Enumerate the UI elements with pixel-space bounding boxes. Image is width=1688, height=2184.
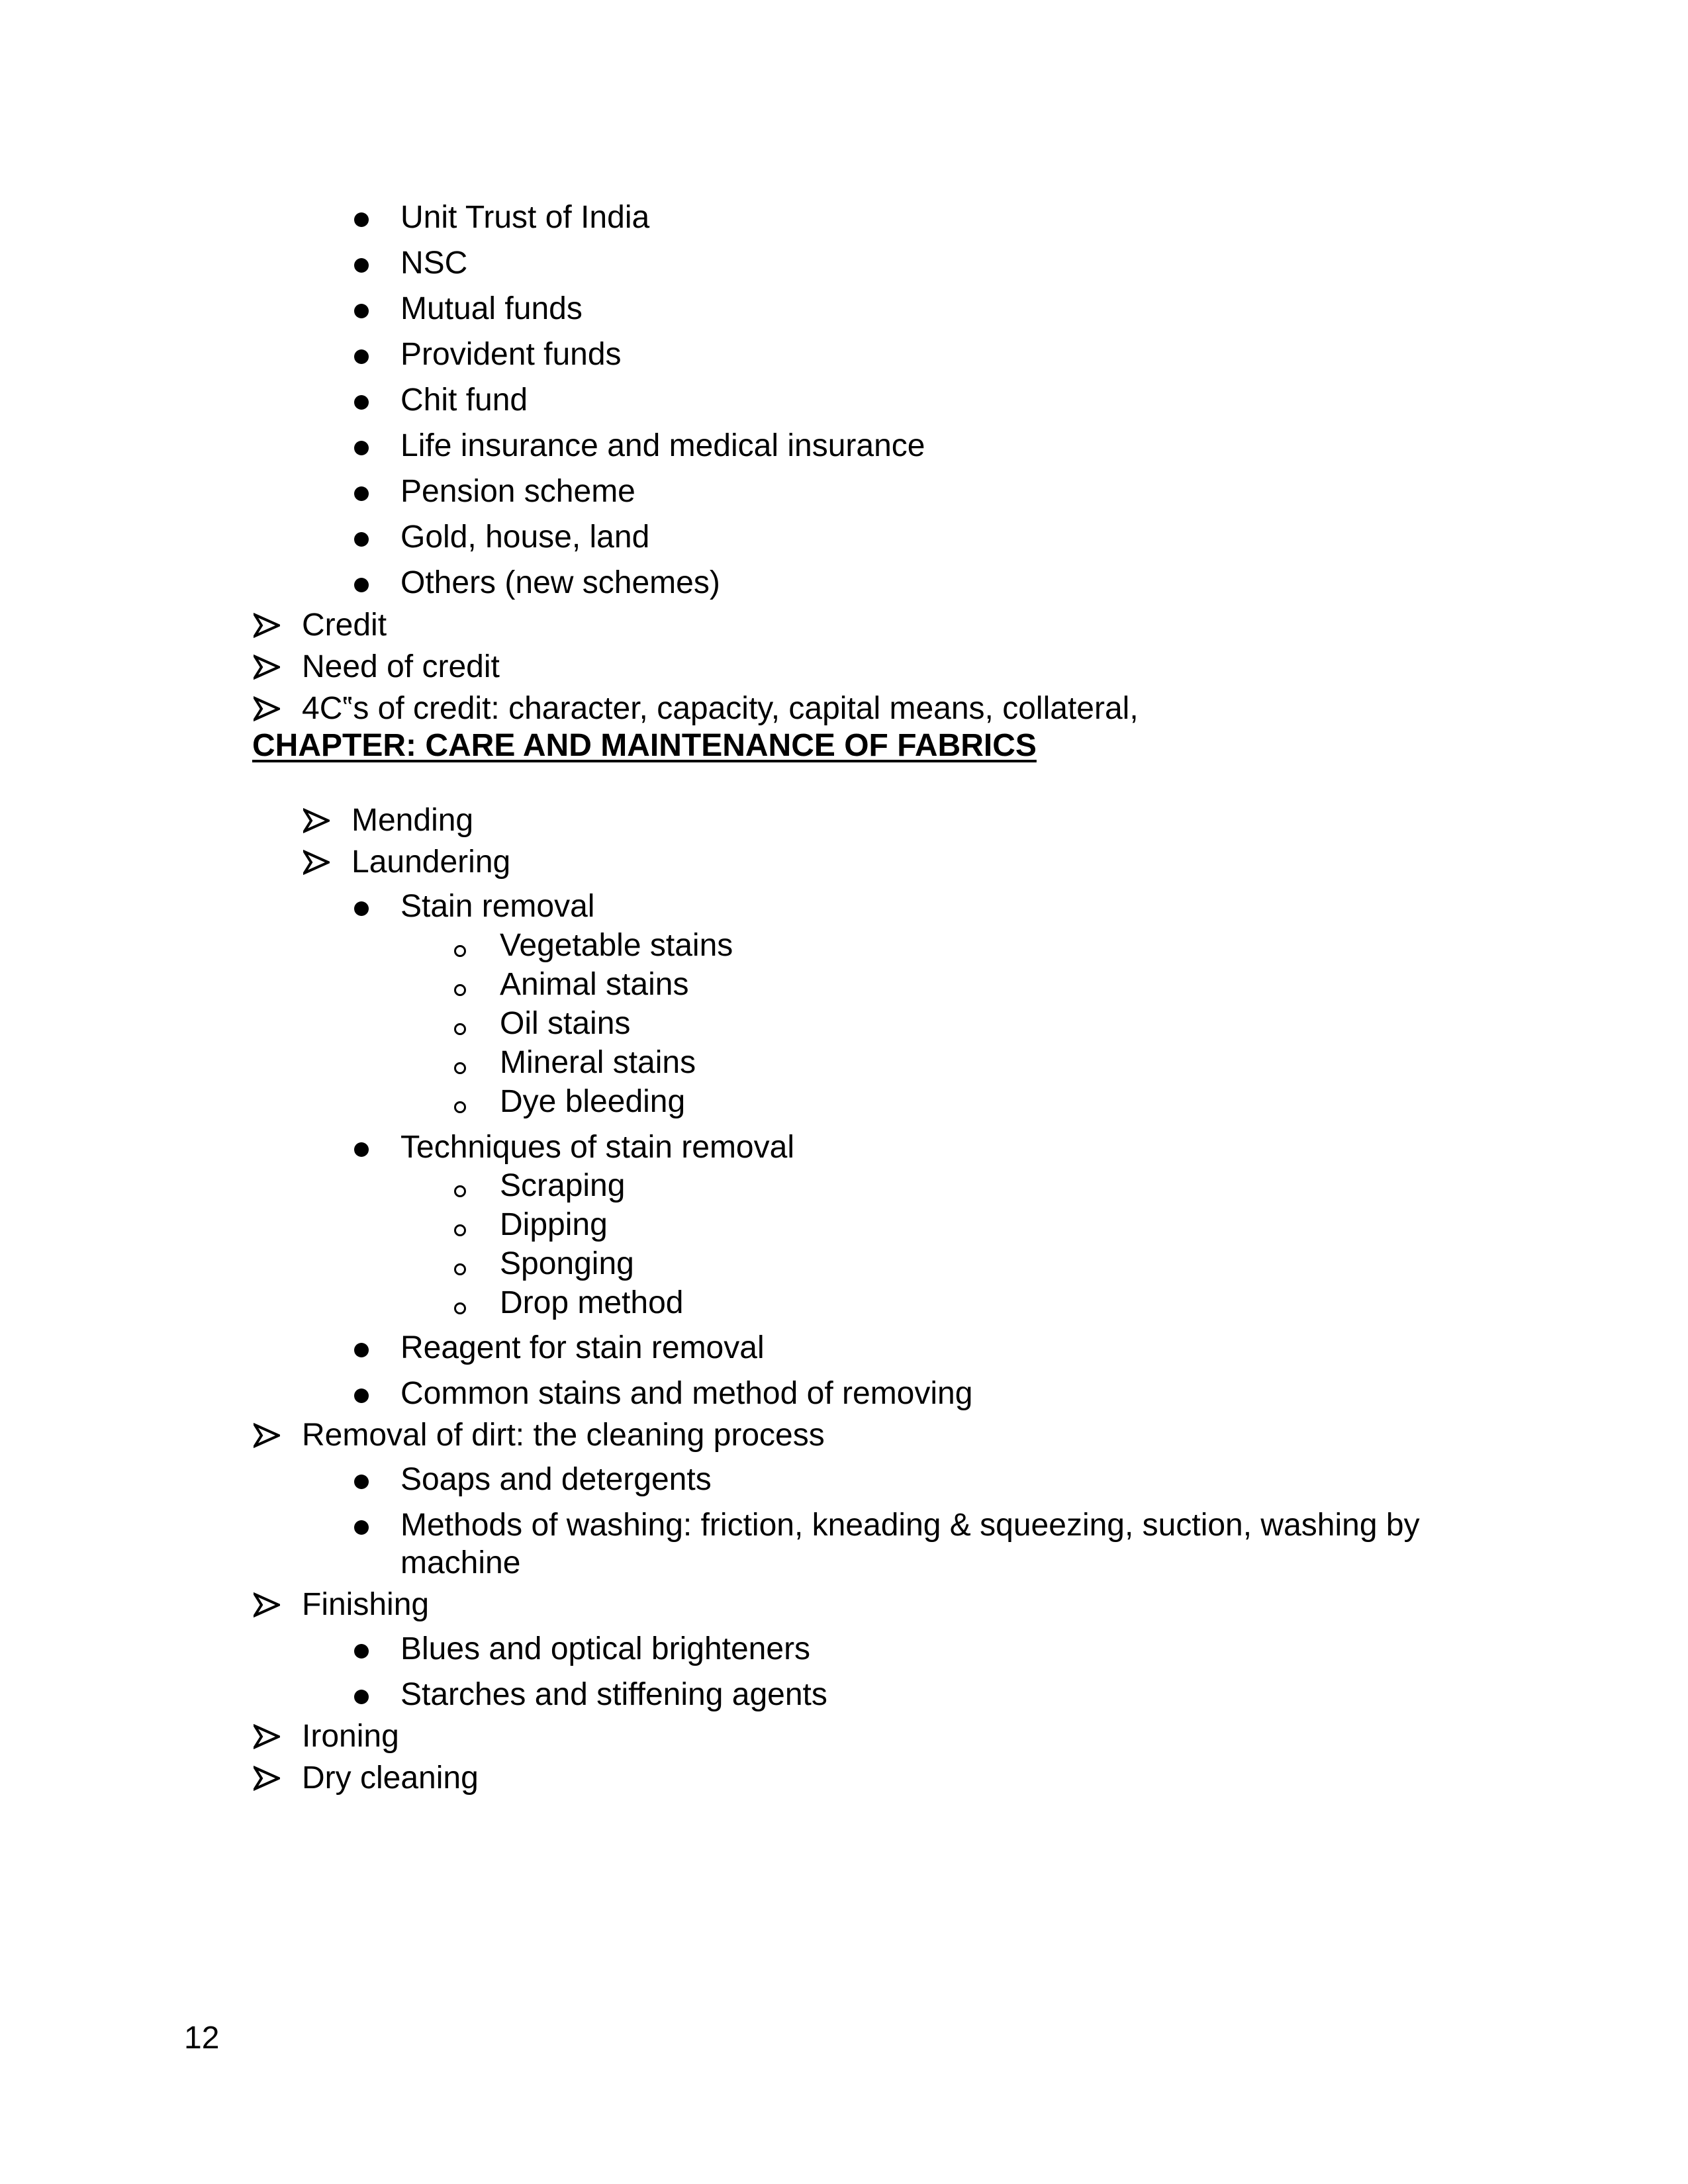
bullet-icon bbox=[354, 349, 369, 364]
bullet-icon bbox=[354, 441, 369, 455]
bullet-icon bbox=[354, 1520, 369, 1535]
list-item: Finishing bbox=[302, 1587, 430, 1622]
list-item: Reagent for stain removal bbox=[400, 1330, 765, 1365]
list-item: Techniques of stain removal bbox=[400, 1130, 794, 1165]
list-item-continuation: machine bbox=[400, 1545, 521, 1580]
bullet-icon bbox=[354, 1690, 369, 1704]
arrow-bullet-icon bbox=[303, 849, 330, 876]
list-item: 4C‟s of credit: character, capacity, capital means, collateral, bbox=[302, 691, 1139, 726]
list-item: Starches and stiffening agents bbox=[400, 1677, 827, 1712]
list-item: Methods of washing: friction, kneading & squeezing, suction, washing by bbox=[400, 1508, 1420, 1543]
bullet-icon bbox=[354, 1142, 369, 1157]
list-item: Sponging bbox=[500, 1246, 634, 1281]
list-item: Provident funds bbox=[400, 337, 622, 372]
list-item: Dye bleeding bbox=[500, 1084, 686, 1119]
circle-bullet-icon bbox=[454, 1263, 466, 1275]
list-item: Laundering bbox=[352, 844, 511, 880]
list-item: Life insurance and medical insurance bbox=[400, 428, 925, 463]
chapter-heading: CHAPTER: CARE AND MAINTENANCE OF FABRICS bbox=[252, 728, 1037, 763]
list-item: Pension scheme bbox=[400, 474, 635, 509]
list-item: Animal stains bbox=[500, 967, 689, 1002]
bullet-icon bbox=[354, 1343, 369, 1357]
circle-bullet-icon bbox=[454, 1062, 466, 1074]
list-item: Common stains and method of removing bbox=[400, 1376, 973, 1411]
list-item: Dipping bbox=[500, 1207, 608, 1242]
circle-bullet-icon bbox=[454, 1302, 466, 1314]
arrow-bullet-icon bbox=[254, 1422, 280, 1449]
arrow-bullet-icon bbox=[254, 654, 280, 680]
list-item: Chit fund bbox=[400, 383, 528, 418]
list-item: Others (new schemes) bbox=[400, 565, 720, 600]
list-item: Unit Trust of India bbox=[400, 200, 650, 235]
bullet-icon bbox=[354, 1388, 369, 1403]
list-item: Need of credit bbox=[302, 649, 500, 684]
bullet-icon bbox=[354, 1475, 369, 1489]
list-item: Scraping bbox=[500, 1168, 626, 1203]
circle-bullet-icon bbox=[454, 1224, 466, 1236]
list-item: Vegetable stains bbox=[500, 928, 733, 963]
bullet-icon bbox=[354, 486, 369, 501]
circle-bullet-icon bbox=[454, 1023, 466, 1035]
list-item: Gold, house, land bbox=[400, 520, 650, 555]
circle-bullet-icon bbox=[454, 945, 466, 957]
arrow-bullet-icon bbox=[254, 696, 280, 722]
bullet-icon bbox=[354, 258, 369, 273]
arrow-bullet-icon bbox=[303, 807, 330, 834]
list-item: Mineral stains bbox=[500, 1045, 696, 1080]
bullet-icon bbox=[354, 395, 369, 410]
arrow-bullet-icon bbox=[254, 1592, 280, 1618]
list-item: NSC bbox=[400, 246, 468, 281]
list-item: Blues and optical brighteners bbox=[400, 1631, 811, 1666]
page-number: 12 bbox=[184, 2021, 220, 2056]
bullet-icon bbox=[354, 901, 369, 916]
list-item: Mutual funds bbox=[400, 291, 583, 326]
circle-bullet-icon bbox=[454, 984, 466, 996]
arrow-bullet-icon bbox=[254, 1765, 280, 1792]
arrow-bullet-icon bbox=[254, 612, 280, 639]
list-item: Ironing bbox=[302, 1719, 399, 1754]
circle-bullet-icon bbox=[454, 1101, 466, 1113]
bullet-icon bbox=[354, 1644, 369, 1659]
list-item: Dry cleaning bbox=[302, 1760, 479, 1796]
bullet-icon bbox=[354, 212, 369, 227]
arrow-bullet-icon bbox=[254, 1723, 280, 1750]
bullet-icon bbox=[354, 578, 369, 592]
list-item: Drop method bbox=[500, 1285, 684, 1320]
list-item: Oil stains bbox=[500, 1006, 631, 1041]
bullet-icon bbox=[354, 304, 369, 318]
circle-bullet-icon bbox=[454, 1185, 466, 1197]
list-item: Removal of dirt: the cleaning process bbox=[302, 1418, 825, 1453]
list-item: Credit bbox=[302, 608, 387, 643]
list-item: Mending bbox=[352, 803, 474, 838]
bullet-icon bbox=[354, 532, 369, 547]
list-item: Soaps and detergents bbox=[400, 1462, 712, 1497]
list-item: Stain removal bbox=[400, 889, 595, 924]
